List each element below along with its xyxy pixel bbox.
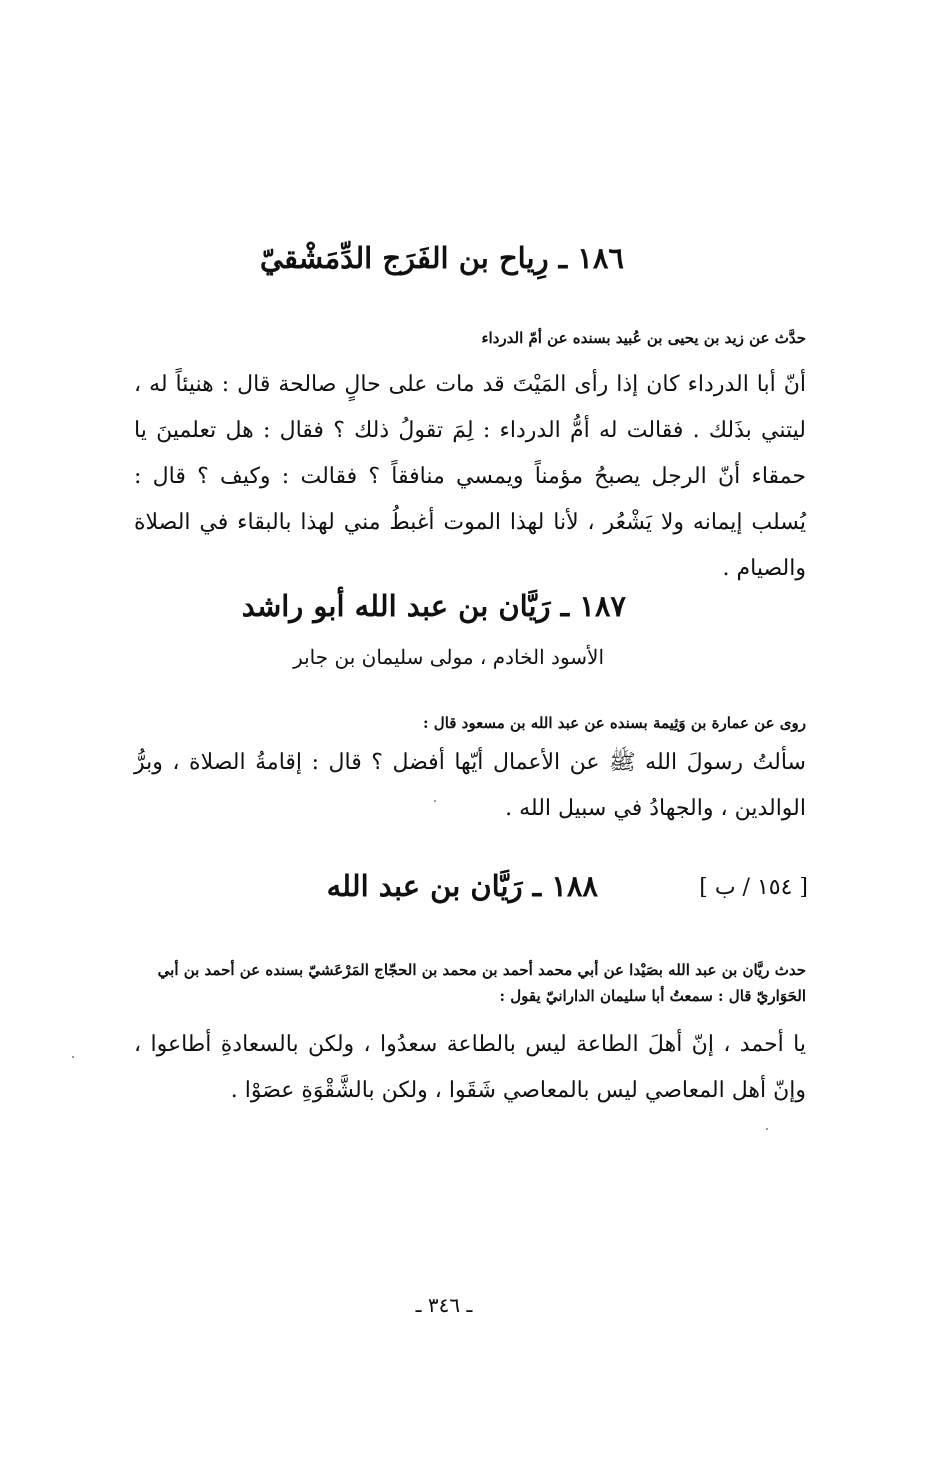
page-number: ـ ٣٤٦ ـ: [415, 1293, 473, 1317]
scan-speck: [72, 1056, 74, 1058]
entry-186-heading: ١٨٦ ـ رِياح بن الفَرَج الدِّمَشْقيّ: [259, 241, 624, 275]
entry-186-isnad: حدَّث عن زيد بن يحيى بن عُبيد بسنده عن أمّ الدرداء: [481, 329, 806, 347]
entry-188-heading: ١٨٨ ـ رَيَّان بن عبد الله: [326, 869, 598, 903]
entry-187-heading: ١٨٧ ـ رَيَّان بن عبد الله أبو راشد: [241, 589, 626, 623]
entry-186-text: أنّ أبا الدرداء كان إذا رأى المَيْتَ قد مات على حالٍ صالحة قال : هنيئاً له ، ليتني بذَلك . فقالت له أمُّ الدرداء : لِمَ تقولُ ذلك ؟ فقال : هل تعلمينَ يا حمقاء أنّ الرجل يصبحُ مؤمناً ويمسي منافقاً ؟ فقالت : وكيف ؟ قال : يُسلب إيمانه ولا يَشْعُر ، لأنا لهذا الموت أغبطُ مني لهذا بالبقاء في الصلاة والصيام .: [134, 372, 806, 581]
entry-188-isnad: حدث ريَّان بن عبد الله بصَيْدا عن أبي محمد أحمد بن محمد بن الحجّاج المَرْعَشيّ بسنده عن أحمد بن أبي الحَوَاريّ قال : سمعتُ أبا سليمان الدارانيّ يقول :: [157, 961, 806, 1005]
entry-187-text: سألتُ رسولَ الله ﷺ عن الأعمال أيّها أفضل ؟ قال : إقامةُ الصلاة ، وبرُّ الوالدين ، والجهادُ في سبيل الله .: [134, 750, 806, 821]
entry-187-subtitle: الأسود الخادم ، مولى سليمان بن جابر: [293, 645, 604, 669]
entry-187-isnad: روى عن عمارة بن وَثِيمة بسنده عن عبد الله بن مسعود قال :: [423, 714, 806, 732]
scan-speck: [434, 800, 436, 802]
entry-188-text: يا أحمد ، إنّ أهلَ الطاعة ليس بالطاعة سعدُوا ، ولكن بالسعادةِ أطاعوا ، وإنّ أهل المعاصي ليس بالمعاصي شَقَوا ، ولكن بالشَّقْوَةِ عصَوْا .: [134, 1032, 806, 1103]
folio-reference: [ ١٥٤ / ب ]: [699, 875, 808, 900]
scan-speck: [766, 1128, 768, 1130]
